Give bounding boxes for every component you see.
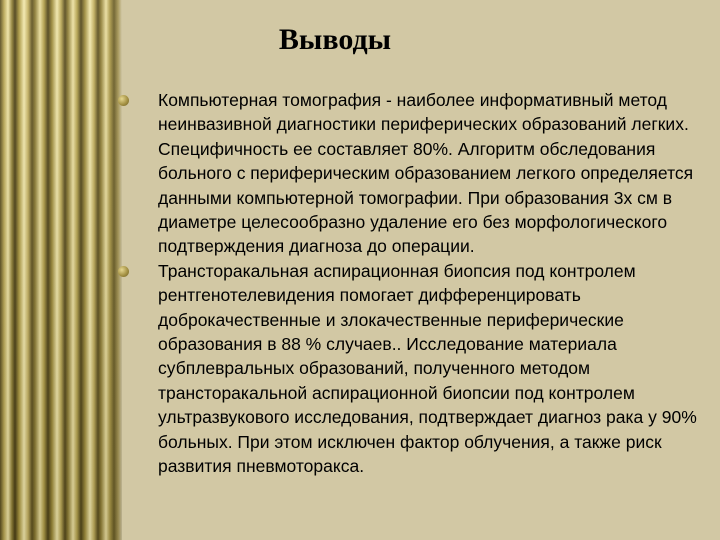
bullet-text-2: Трансторакальная аспирационная биопсия под контролем рентгенотелевидения помогает дифференцировать доброкачественные и злокачественные периферические образования в 88 % случаев.. Исследование материала субплевральных образований, полученного методом трансторакальной аспирационной биопсии под контролем ультразвукового исследования, подтверждает диагноз рака у 90% больных. При этом исключен фактор облучения, а также риск развития пневмоторакса. [158, 260, 697, 477]
bullet-list [118, 88, 708, 479]
gold-curtain-decoration [0, 0, 122, 540]
bullet-item-1 [118, 88, 708, 259]
bullet-sphere-icon [118, 95, 129, 106]
bullet-sphere-icon [118, 266, 129, 277]
bullet-item-2 [118, 259, 708, 479]
bullet-text-1: Компьютерная томография - наиболее информативный метод неинвазивной диагностики периферических образований легких. Специфичность ее составляет 80%. Алгоритм обследования больного с периферическим образованием легкого определяется данными компьютерной томографии. При образования 3х см в диаметре целесообразно удаление его без морфологического подтверждения диагноза до операции. [158, 90, 694, 257]
slide-title: Выводы [278, 23, 392, 56]
